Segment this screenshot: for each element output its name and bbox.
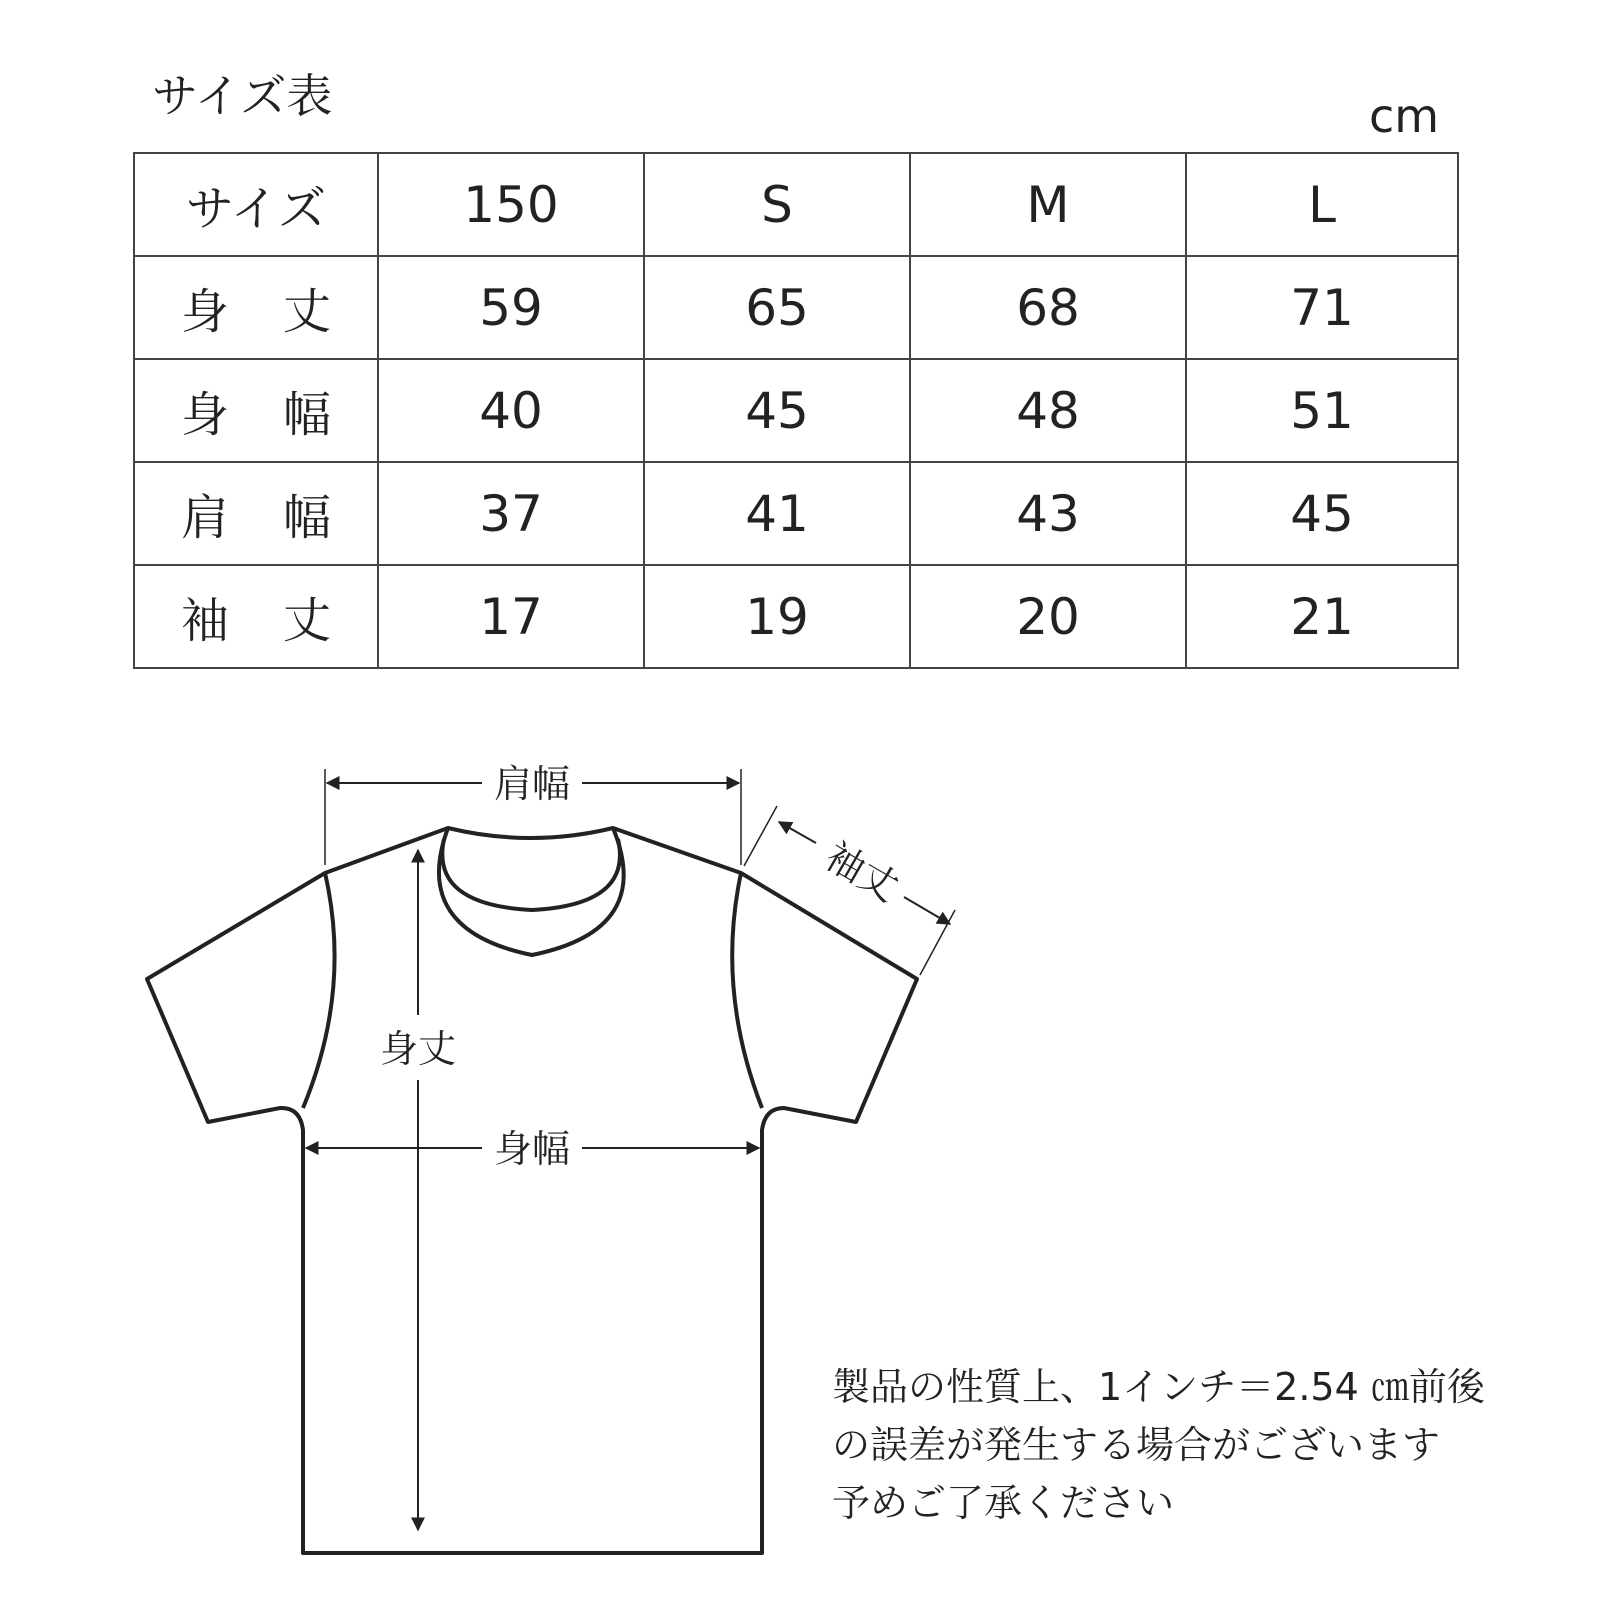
note-line: の誤差が発生する場合がございます xyxy=(832,1423,1441,1467)
sleeve-extension-top xyxy=(744,806,777,866)
table-cell: 17 xyxy=(378,565,644,668)
collar-outer xyxy=(439,828,624,955)
table-cell: 45 xyxy=(1186,462,1458,565)
table-cell: 19 xyxy=(644,565,910,668)
label-char: 丈 xyxy=(282,284,331,340)
unit-label: cm xyxy=(1369,89,1440,143)
table-cell: 37 xyxy=(378,462,644,565)
label-char: 幅 xyxy=(282,490,331,546)
table-cell: 51 xyxy=(1186,359,1458,462)
label-char: 幅 xyxy=(282,387,331,443)
table-cell: 41 xyxy=(644,462,910,565)
header-size-m: M xyxy=(910,153,1186,256)
header-size-l: L xyxy=(1186,153,1458,256)
label-char: 肩 xyxy=(181,490,230,546)
left-armhole-seam xyxy=(303,873,335,1108)
sleeve-length-arrow-down xyxy=(904,897,950,924)
table-cell: 21 xyxy=(1186,565,1458,668)
measurement-note xyxy=(832,1358,1485,1532)
right-armhole-seam xyxy=(732,873,762,1108)
tshirt-outline xyxy=(147,828,917,1553)
header-size-s: S xyxy=(644,153,910,256)
size-chart-title: サイズ表 xyxy=(152,69,333,123)
label-char: 身 xyxy=(181,284,230,340)
sleeve-length-arrow-up xyxy=(779,822,816,843)
note-line: 製品の性質上、1インチ＝2.54 ㎝前後 xyxy=(832,1365,1485,1409)
body-length-label: 身丈 xyxy=(379,1027,457,1071)
header-size-label: サイズ xyxy=(134,153,378,256)
table-cell: 59 xyxy=(378,256,644,359)
table-cell: 40 xyxy=(378,359,644,462)
sleeve-length-label: 袖丈 xyxy=(818,833,906,911)
note-line: 予めご了承ください xyxy=(832,1481,1175,1525)
shoulder-width-label: 肩幅 xyxy=(493,762,571,806)
sleeve-extension-bottom xyxy=(920,910,955,975)
label-char: 身 xyxy=(181,387,230,443)
body-width-label: 身幅 xyxy=(493,1127,571,1171)
table-cell: 20 xyxy=(910,565,1186,668)
table-cell: 48 xyxy=(910,359,1186,462)
label-char: 丈 xyxy=(282,593,331,649)
label-char: 袖 xyxy=(181,593,230,649)
table-cell: 71 xyxy=(1186,256,1458,359)
table-cell: 43 xyxy=(910,462,1186,565)
table-cell: 65 xyxy=(644,256,910,359)
table-cell: 45 xyxy=(644,359,910,462)
table-cell: 68 xyxy=(910,256,1186,359)
header-size-150: 150 xyxy=(378,153,644,256)
collar-inner xyxy=(442,839,620,910)
